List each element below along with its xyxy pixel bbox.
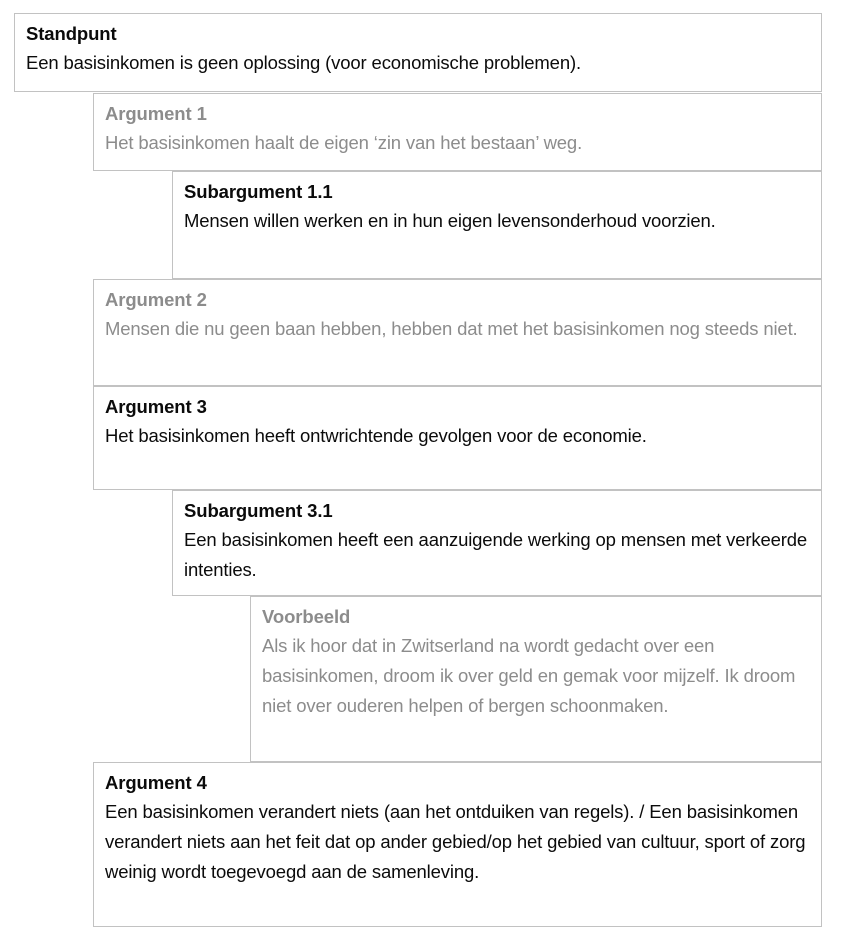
node-text: Mensen die nu geen baan hebben, hebben dat met het basisinkomen nog steeds niet. bbox=[105, 318, 798, 340]
node-label: Subargument 3.1 bbox=[184, 500, 333, 521]
node-text: Het basisinkomen haalt de eigen ‘zin van het bestaan’ weg. bbox=[105, 132, 583, 154]
node-subargument-3-1 bbox=[172, 490, 822, 596]
node-label: Argument 3 bbox=[105, 396, 207, 417]
node-label: Argument 1 bbox=[105, 103, 207, 124]
node-text: Een basisinkomen is geen oplossing (voor economische problemen). bbox=[26, 52, 581, 74]
node-label: Subargument 1.1 bbox=[184, 181, 333, 202]
node-label: Standpunt bbox=[26, 23, 117, 44]
node-label: Argument 2 bbox=[105, 289, 207, 310]
node-standpunt bbox=[14, 13, 822, 92]
node-label: Voorbeeld bbox=[262, 606, 351, 627]
node-argument-4 bbox=[93, 762, 822, 927]
node-voorbeeld bbox=[250, 596, 822, 762]
node-text: Een basisinkomen heeft een aanzuigende werking op mensen met verkeerde intenties. bbox=[184, 529, 808, 581]
node-text: Het basisinkomen heeft ontwrichtende gevolgen voor de economie. bbox=[105, 425, 647, 447]
node-subargument-1-1 bbox=[172, 171, 822, 279]
node-text: Als ik hoor dat in Zwitserland na wordt gedacht over een basisinkomen, droom ik over geld en gemak voor mijzelf. Ik droom niet over ouderen helpen of bergen schoonmaken. bbox=[262, 635, 796, 717]
node-text: Een basisinkomen verandert niets (aan het ontduiken van regels). / Een basisinkomen verandert niets aan het feit dat op ander gebied/op het gebied van cultuur, sport of zorg weinig wordt toegevoegd aan de samenleving. bbox=[105, 801, 806, 883]
node-argument-3 bbox=[93, 386, 822, 490]
node-text: Mensen willen werken en in hun eigen levensonderhoud voorzien. bbox=[184, 210, 716, 232]
node-label: Argument 4 bbox=[105, 772, 207, 793]
node-argument-1 bbox=[93, 93, 822, 171]
node-argument-2 bbox=[93, 279, 822, 386]
